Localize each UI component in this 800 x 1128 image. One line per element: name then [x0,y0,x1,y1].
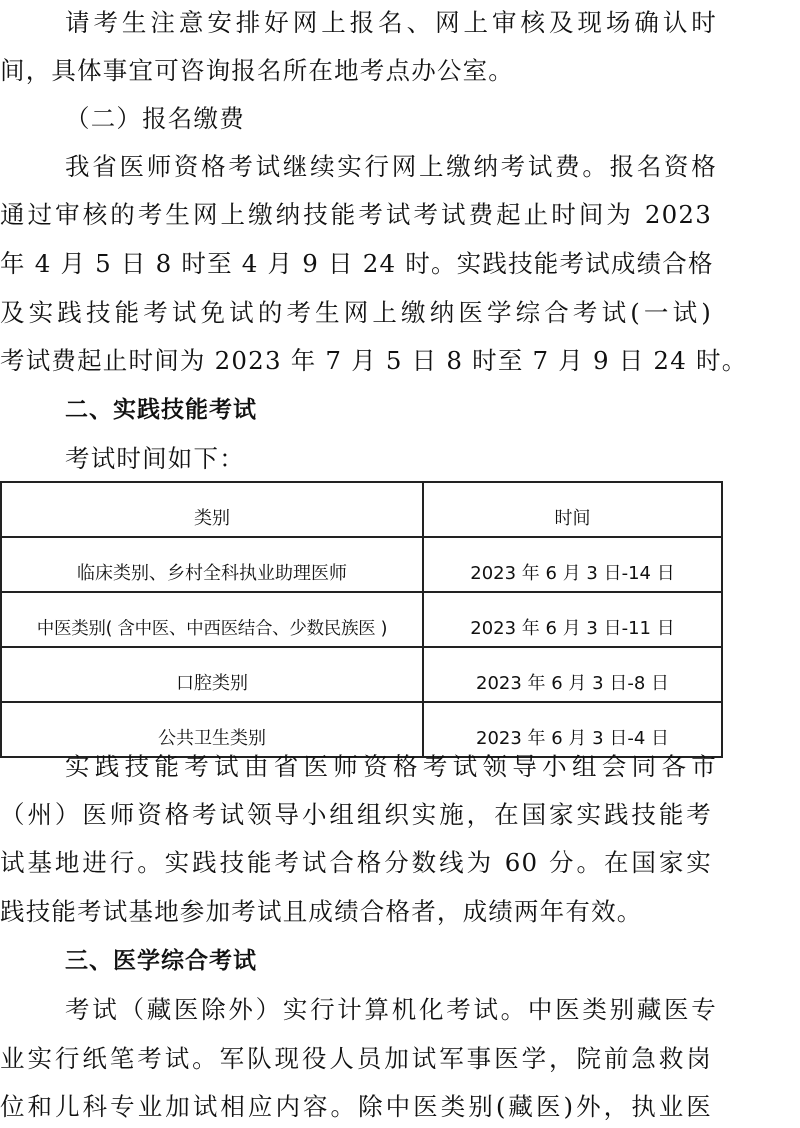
paragraph-line: 年 4 月 5 日 8 时至 4 月 9 日 24 时。实践技能考试成绩合格 [0,249,714,278]
table-row [1,592,722,647]
exam-schedule-table [0,481,723,758]
table-row [1,537,722,592]
section-heading-comprehensive: 三、医学综合考试 [65,948,257,974]
paragraph-line: 位和儿科专业加试相应内容。除中医类别(藏医)外，执业医 [0,1092,712,1121]
section-heading-practical: 二、实践技能考试 [65,397,257,423]
category-cell: 临床类别、乡村全科执业助理医师 [1,537,423,592]
paragraph-line: 业实行纸笔考试。军队现役人员加试军事医学，院前急救岗 [0,1044,712,1073]
time-cell: 2023 年 6 月 3 日-14 日 [423,537,722,592]
paragraph-line: 践技能考试基地参加考试且成绩合格者，成绩两年有效。 [0,897,643,926]
header-category: 类别 [1,482,423,537]
time-cell: 2023 年 6 月 3 日-11 日 [423,592,722,647]
paragraph-line: 我省医师资格考试继续实行网上缴纳考试费。报名资格 [65,152,717,181]
time-cell: 2023 年 6 月 3 日-8 日 [423,647,722,702]
category-cell: 中医类别( 含中医、中西医结合、少数民族医 ) [1,592,423,647]
schedule-intro: 考试时间如下： [65,444,245,473]
paragraph-line: 试基地进行。实践技能考试合格分数线为 60 分。在国家实 [0,848,712,877]
text: 请考生注意安排好网上报名、网上审核及现场确认时 [65,8,717,37]
paragraph-line: 考试费起止时间为 2023 年 7 月 5 日 8 时至 7 月 9 日 24 时。 [0,346,748,375]
subheading-fee: （二）报名缴费 [65,104,245,133]
paragraph-line [65,8,717,38]
table-row [1,702,722,757]
table-row [1,647,722,702]
time-cell: 2023 年 6 月 3 日-4 日 [423,702,722,757]
category-cell: 公共卫生类别 [1,702,423,757]
category-cell: 口腔类别 [1,647,423,702]
table-header-row [1,482,722,537]
header-time: 时间 [423,482,722,537]
paragraph-line: 考试（藏医除外）实行计算机化考试。中医类别藏医专 [65,995,717,1024]
paragraph-line: 及实践技能考试免试的考生网上缴纳医学综合考试(一试) [0,298,712,327]
paragraph-line: 间，具体事宜可咨询报名所在地考点办公室。 [0,56,514,85]
paragraph-line: 实践技能考试由省医师资格考试领导小组会同各市 [65,752,717,781]
paragraph-line: 通过审核的考生网上缴纳技能考试考试费起止时间为 2023 [0,200,712,229]
paragraph-line: （州）医师资格考试领导小组组织实施，在国家实践技能考 [0,800,712,829]
